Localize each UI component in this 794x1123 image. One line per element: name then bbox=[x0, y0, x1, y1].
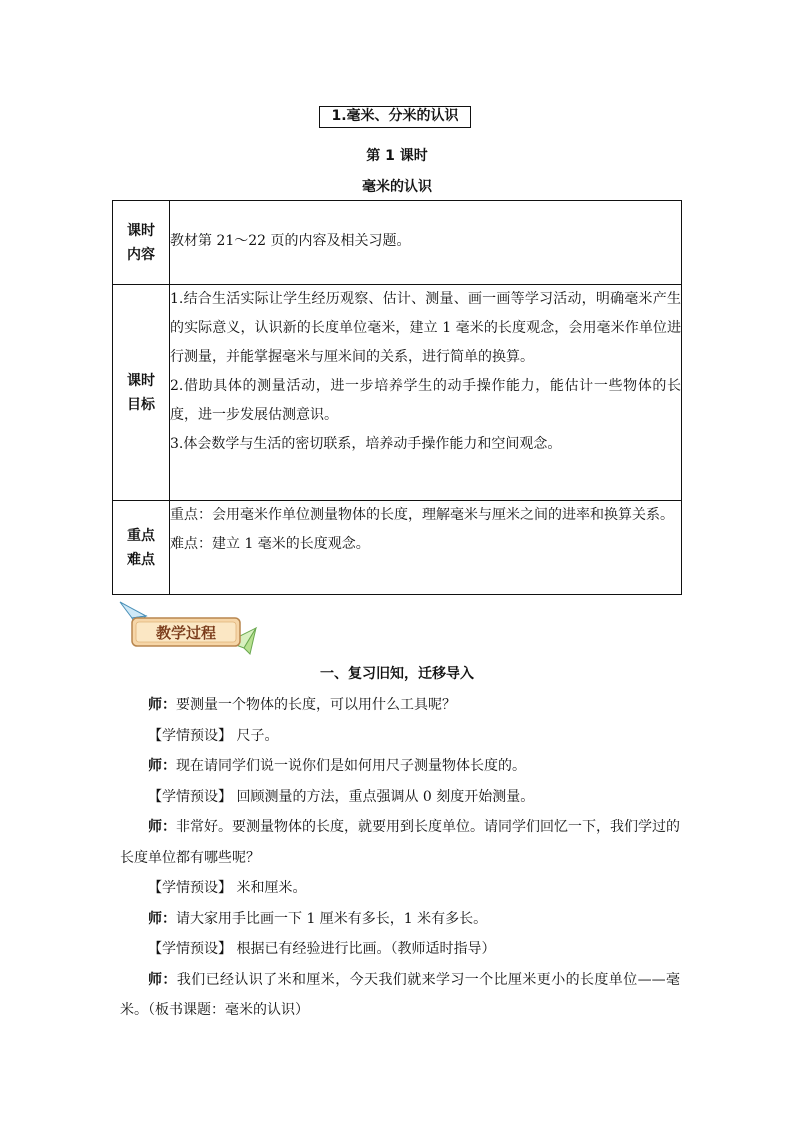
lesson-content-text: 教材第 21～22 页的内容及相关习题。 bbox=[170, 201, 682, 285]
dialogue bbox=[120, 690, 680, 1026]
goal-item: 1.结合生活实际让学生经历观察、估计、测量、画一画等学习活动，明确毫米产生的实际意义，认识新的长度单位毫米，建立 1 毫米的长度观念，会用毫米作单位进行测量，并能掌握毫米与厘米间的关系，进行简单的换算。 bbox=[170, 291, 681, 365]
dialogue-line: 师：请大家用手比画一下 1 厘米有多长，1 米有多长。 bbox=[148, 910, 488, 927]
label-lesson-goals: 课时目标 bbox=[113, 285, 170, 501]
table-row-content bbox=[113, 201, 682, 285]
section-heading: 一、复习旧知，迁移导入 bbox=[320, 666, 474, 682]
keypoint-item: 难点：建立 1 毫米的长度观念。 bbox=[170, 536, 370, 552]
dialogue-line: 师：现在请同学们说一说你们是如何用尺子测量物体长度的。 bbox=[148, 758, 526, 774]
label-lesson-content: 课时内容 bbox=[113, 201, 170, 285]
dialogue-line: 【学情预设】 米和厘米。 bbox=[148, 880, 307, 896]
badge-label: 教学过程 bbox=[155, 624, 217, 642]
goal-item: 3.体会数学与生活的密切联系，培养动手操作能力和空间观念。 bbox=[170, 436, 562, 452]
dialogue-line: 【学情预设】 尺子。 bbox=[148, 727, 279, 744]
lesson-number: 第 1 课时 bbox=[366, 148, 428, 164]
lesson-info-table bbox=[112, 200, 682, 595]
lesson-goals-text bbox=[170, 285, 682, 501]
dialogue-line: 师：非常好。要测量物体的长度，就要用到长度单位。请同学们回忆一下，我们学过的长度单位都有哪些呢？ bbox=[120, 819, 680, 866]
dialogue-line: 师：我们已经认识了米和厘米，今天我们就来学习一个比厘米更小的长度单位——毫米。（板书课题：毫米的认识） bbox=[120, 971, 681, 1018]
table-row-keypoints bbox=[113, 501, 682, 595]
lesson-title: 毫米的认识 bbox=[362, 179, 432, 195]
unit-title: 1.毫米、分米的认识 bbox=[319, 106, 471, 128]
goal-item: 2.借助具体的测量活动，进一步培养学生的动手操作能力，能估计一些物体的长度，进一步发展估测意识。 bbox=[170, 378, 681, 423]
table-row-goals bbox=[113, 285, 682, 501]
dialogue-line: 【学情预设】 根据已有经验进行比画。（教师适时指导） bbox=[148, 941, 496, 957]
label-keypoints: 重点难点 bbox=[113, 501, 170, 595]
keypoint-item: 重点：会用毫米作单位测量物体的长度，理解毫米与厘米之间的进率和换算关系。 bbox=[170, 507, 674, 523]
dialogue-line: 师：要测量一个物体的长度，可以用什么工具呢？ bbox=[148, 697, 456, 713]
dialogue-line: 【学情预设】 回顾测量的方法，重点强调从 0 刻度开始测量。 bbox=[148, 788, 535, 805]
keypoints-text bbox=[170, 501, 682, 595]
teaching-process-badge bbox=[116, 598, 262, 656]
